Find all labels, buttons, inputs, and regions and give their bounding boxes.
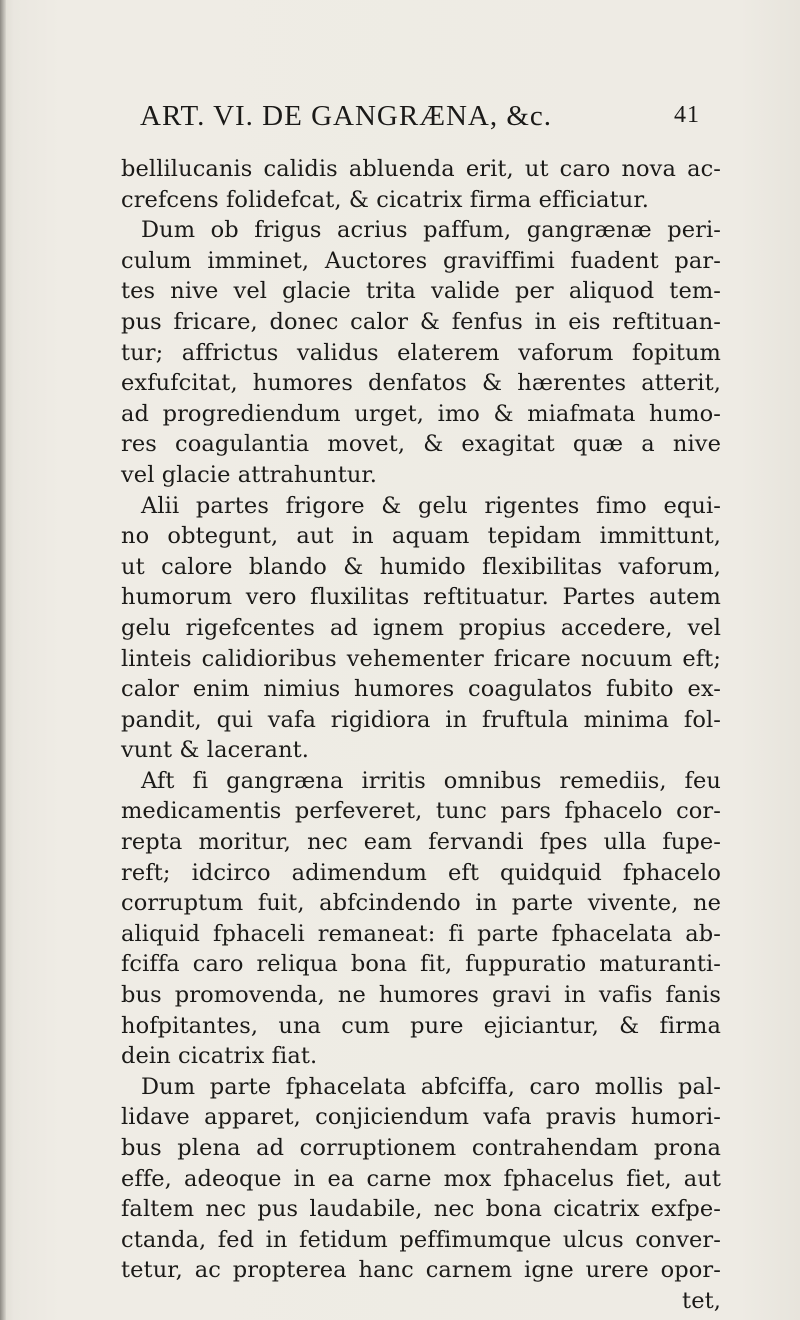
text-line: pandit, qui vafa rigidiora in fruftula minima fol- [121, 706, 721, 733]
text-line: culum imminet, Auctores graviffimi fuadent par- [121, 247, 721, 274]
text-line: bus promovenda, ne humores gravi in vafis fanis [121, 982, 721, 1009]
text-line: fciffa caro reliqua bona fit, fuppuratio maturanti- [121, 951, 721, 978]
text-line: medicamentis perfeveret, tunc pars fphacelo cor- [121, 798, 721, 825]
text-line: repta moritur, nec eam fervandi fpes ulla fupe- [121, 829, 721, 856]
text-line: humorum vero fluxilitas reftituatur. Partes autem [121, 584, 721, 611]
text-line: calor enim nimius humores coagulatos fubito ex- [121, 676, 721, 703]
text-line: linteis calidioribus vehementer fricare nocuum eft; [121, 645, 721, 672]
text-line: lidave apparet, conjiciendum vafa pravis humori- [121, 1104, 721, 1131]
text-line: gelu rigefcentes ad ignem propius accedere, vel [121, 614, 721, 641]
text-line: no obtegunt, aut in aquam tepidam immittunt, [121, 523, 721, 550]
text-line: crefcens folidefcat, & cicatrix firma efficiatur. [121, 186, 650, 213]
text-line: tur; affrictus validus elaterem vaforum fopitum [121, 339, 721, 366]
text-line: faltem nec pus laudabile, nec bona cicatrix exfpe- [121, 1196, 721, 1223]
running-head [140, 100, 700, 140]
text-line: dein cicatrix fiat. [121, 1043, 318, 1070]
text-line: effe, adeoque in ea carne mox fphacelus fiet, aut [121, 1165, 721, 1192]
text-line: aliquid fphaceli remaneat: fi parte fphacelata ab- [121, 920, 721, 947]
text-line: Aft fi gangræna irritis omnibus remediis, feu [141, 767, 721, 794]
page-binding-edge [0, 0, 6, 1320]
text-line: ut calore blando & humido flexibilitas vaforum, [121, 553, 721, 580]
running-title: ART. VI. DE GANGRÆNA, &c. [140, 100, 553, 132]
text-line: Dum parte fphacelata abfciffa, caro mollis pal- [141, 1073, 721, 1100]
text-line: ad progrediendum urget, imo & miafmata humo- [121, 400, 721, 427]
text-line: bellilucanis calidis abluenda erit, ut caro nova ac- [121, 156, 721, 182]
text-line: corruptum fuit, abfcindendo in parte vivente, ne [121, 890, 721, 917]
catchword-line: tet, [682, 1287, 721, 1314]
page-number: 41 [674, 102, 700, 128]
text-line: tetur, ac propterea hanc carnem igne urere opor- [121, 1257, 721, 1284]
text-line: pus fricare, donec calor & fenfus in eis reftituan- [121, 308, 721, 335]
text-line: Dum ob frigus acrius paffum, gangrænæ peri- [141, 217, 721, 244]
text-line: Alii partes frigore & gelu rigentes fimo equi- [141, 492, 721, 519]
text-line: hofpitantes, una cum pure ejiciantur, & firma [121, 1012, 721, 1039]
text-line: bus plena ad corruptionem contrahendam prona [121, 1135, 721, 1161]
text-line: reft; idcirco adimendum eft quidquid fphacelo [121, 859, 721, 886]
text-line: exfufcitat, humores denfatos & hærentes atterit, [121, 370, 721, 397]
text-line: ctanda, fed in fetidum peffimumque ulcus conver- [121, 1226, 721, 1253]
text-line: vunt & lacerant. [121, 737, 310, 764]
text-line: tes nive vel glacie trita valide per aliquod tem- [121, 278, 721, 305]
text-line: res coagulantia movet, & exagitat quæ a nive [121, 431, 721, 458]
text-line: vel glacie attrahuntur. [121, 461, 378, 488]
body-text [121, 154, 721, 1317]
